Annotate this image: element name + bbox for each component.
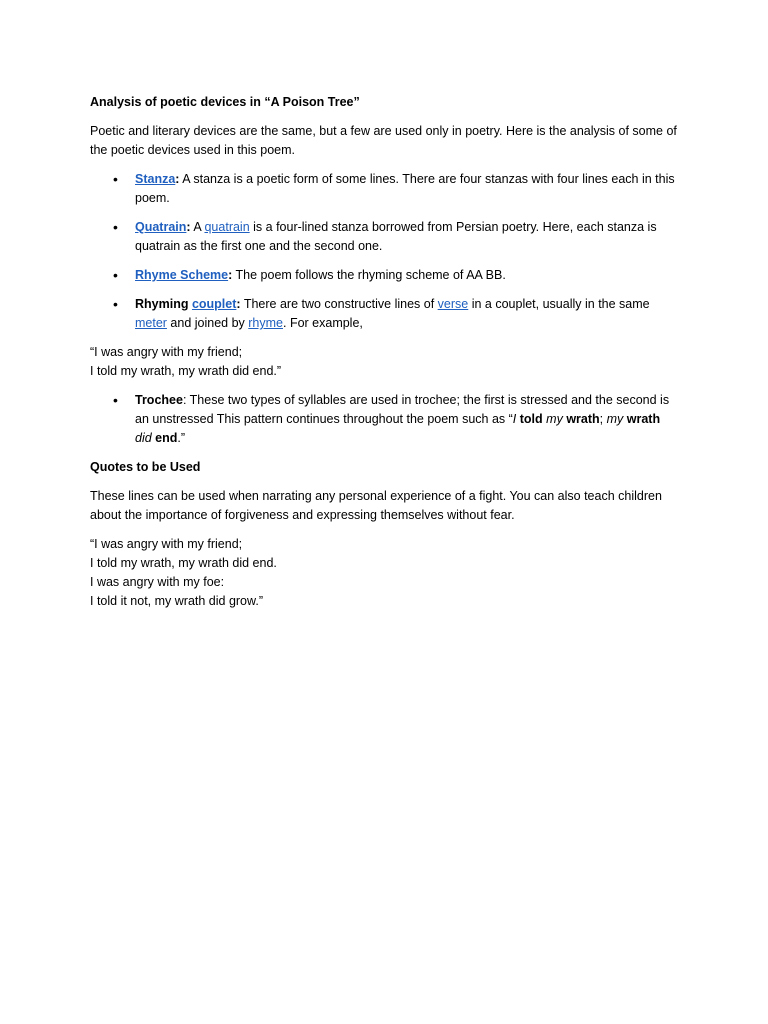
verse-link[interactable]: verse <box>437 297 469 311</box>
quatrain-term-link[interactable]: Quatrain <box>135 220 187 234</box>
meter-link[interactable]: meter <box>135 316 167 330</box>
couplet-link[interactable]: couplet <box>191 297 237 311</box>
trochee-space: ; <box>599 412 607 426</box>
trochee-word: wrath <box>566 412 600 426</box>
stanza-text: A stanza is a poetic form of some lines. There are four stanzas with four lines each in this poem. <box>135 172 675 205</box>
trochee-word: my <box>546 412 563 426</box>
devices-list-2 <box>90 391 680 448</box>
trochee-word: end <box>155 431 178 445</box>
intro-paragraph: Poetic and literary devices are the same, but a few are used only in poetry. Here is the analysis of some of the poetic devices used in this poem. <box>90 124 677 157</box>
quote-line: I told my wrath, my wrath did end. <box>90 556 277 570</box>
list-item-rhyme-scheme <box>135 266 680 285</box>
rhyme-link[interactable]: rhyme <box>248 316 283 330</box>
quatrain-colon: : <box>186 220 191 234</box>
couplet-text-2: in a couplet, usually in the same <box>468 297 650 311</box>
quotes-intro-paragraph: These lines can be used when narrating any personal experience of a fight. You can also teach children about the importance of forgiveness and expressing themselves without fear. <box>90 489 662 522</box>
quote-line: I told it not, my wrath did grow.” <box>90 594 263 608</box>
quote-line: I told my wrath, my wrath did end.” <box>90 364 282 378</box>
trochee-end: .” <box>177 431 186 445</box>
rhyme-scheme-text: The poem follows the rhyming scheme of AA BB. <box>232 268 506 282</box>
list-item-trochee <box>135 391 680 448</box>
quatrain-pre: A <box>190 220 205 234</box>
rhyme-scheme-colon: : <box>228 268 233 282</box>
quatrain-link[interactable]: quatrain <box>204 220 250 234</box>
quatrain-text: is a four-lined stanza borrowed from Persian poetry. Here, each stanza is quatrain as the first one and the second one. <box>135 220 657 253</box>
quote-line: “I was angry with my friend; <box>90 345 243 359</box>
quote-line: “I was angry with my friend; <box>90 537 243 551</box>
rhyming-term: Rhyming <box>135 297 192 311</box>
couplet-text-1: There are two constructive lines of <box>240 297 438 311</box>
list-item-quatrain <box>135 218 680 256</box>
trochee-term: Trochee <box>135 393 183 407</box>
trochee-word: I <box>512 412 517 426</box>
devices-list <box>90 170 680 333</box>
trochee-text: : These two types of syllables are used in trochee; the first is stressed and the second is an unstressed This pattern continues throughout the poem such as “ <box>135 393 670 426</box>
quotes-heading: Quotes to be Used <box>90 460 201 474</box>
document-title: Analysis of poetic devices in “A Poison Tree” <box>90 95 360 109</box>
list-item-stanza <box>135 170 680 208</box>
trochee-word: did <box>135 431 152 445</box>
trochee-word: told <box>519 412 543 426</box>
quote-line: I was angry with my foe: <box>90 575 225 589</box>
list-item-rhyming-couplet <box>135 295 680 333</box>
trochee-word: wrath <box>626 412 661 426</box>
couplet-text-3: and joined by <box>166 316 249 330</box>
quote-block <box>90 535 680 611</box>
trochee-word: my <box>606 412 624 426</box>
couplet-text-4: . For example, <box>283 316 363 330</box>
rhyme-scheme-link[interactable]: Rhyme Scheme <box>135 268 229 282</box>
couplet-colon: : <box>236 297 241 311</box>
quote-example <box>90 343 680 381</box>
stanza-colon: : <box>175 172 180 186</box>
stanza-link[interactable]: Stanza <box>135 172 176 186</box>
